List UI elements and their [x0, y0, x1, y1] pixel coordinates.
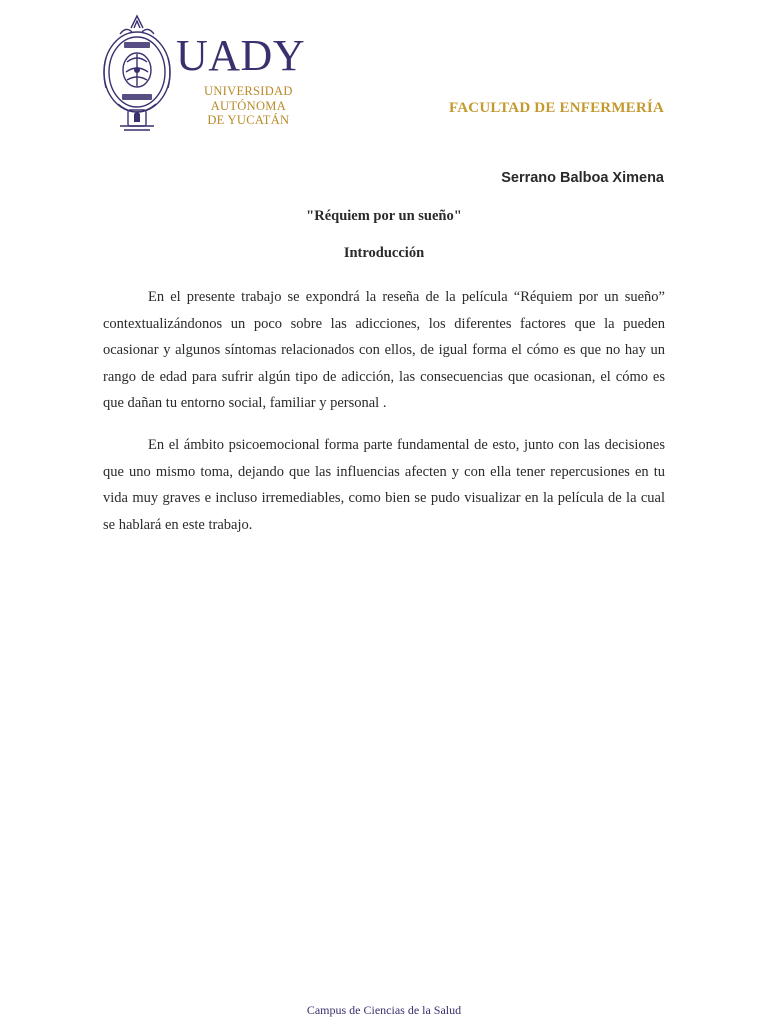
paragraph: En el presente trabajo se expondrá la reseña de la película “Réquiem por un sueño” contextualizándonos un poco sobre las adicciones, los diferentes factores que la pueden ocasionar y algunos síntomas relacionados con ellos, de igual forma el cómo es que no hay un rango de edad para sufrir algún tipo de adicción, las consecuencias que ocasionan, el cómo es que dañan tu entorno social, familiar y personal . [103, 289, 665, 412]
footer-campus: Campus de Ciencias de la Salud [306, 1003, 462, 1017]
brand-line: AUTÓNOMA [210, 98, 287, 113]
uady-logo [100, 14, 312, 136]
brand-subtitle [204, 84, 293, 128]
brand-line: DE YUCATÁN [207, 113, 290, 127]
author-name: Serrano Balboa Ximena [501, 170, 664, 186]
section-title: Introducción [343, 245, 425, 261]
brand-line: UNIVERSIDAD [204, 84, 293, 98]
brand-name: UADY [176, 31, 306, 80]
document-title: "Réquiem por un sueño" [306, 208, 462, 224]
university-seal-icon [100, 14, 174, 136]
paragraph: En el ámbito psicoemocional forma parte fundamental de esto, junto con las decisiones que uno mismo toma, dejando que las influencias afecten y con ella tener repercusiones en tu vida muy graves e incluso irremediables, como bien se pudo visualizar en la película de la cual se hablará en este trabajo. [103, 437, 665, 533]
faculty-heading: FACULTAD DE ENFERMERÍA [449, 100, 664, 116]
